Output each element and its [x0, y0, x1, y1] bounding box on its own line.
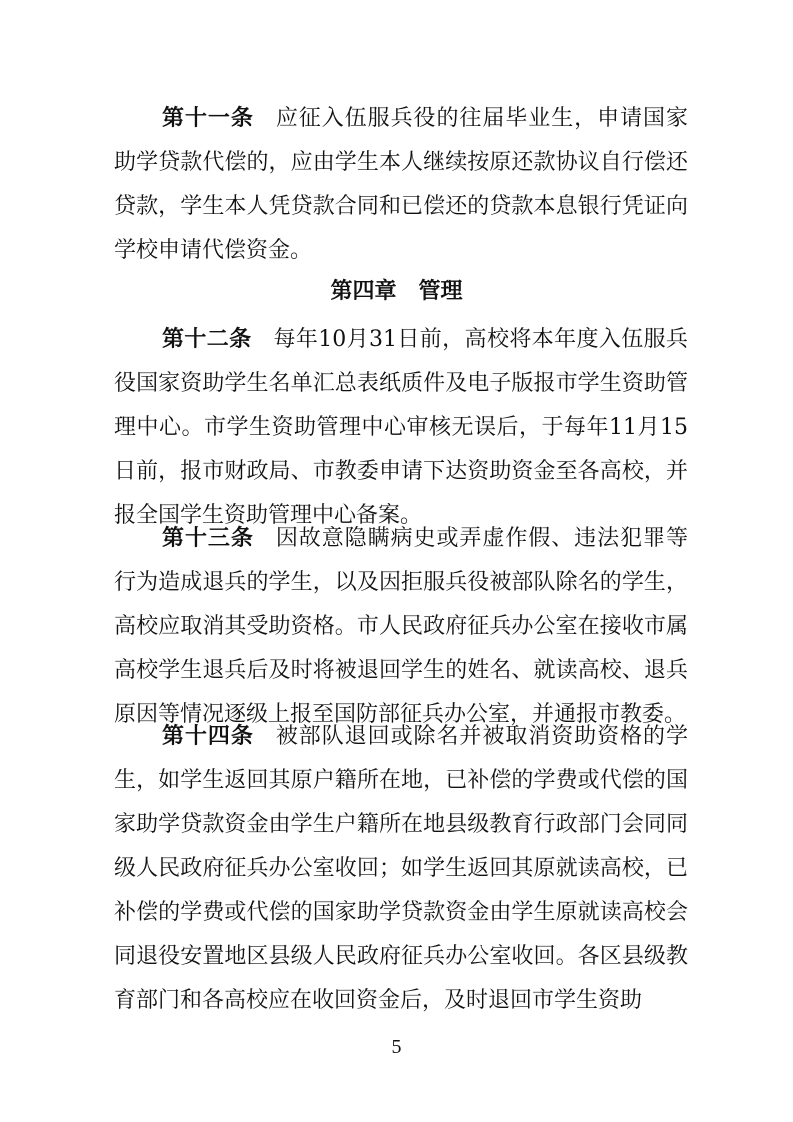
- article-12-paragraph: [114, 318, 688, 538]
- chapter-heading: 第四章 管理: [330, 279, 463, 304]
- article-13-lead: 第十三条: [162, 526, 254, 551]
- article-11-lead: 第十一条: [162, 106, 254, 131]
- article-11-text: 应征入伍服兵役的往届毕业生，申请国家助学贷款代偿的，应由学生本人继续按原还款协议自行偿还贷款，学生本人凭贷款合同和已偿还的贷款本息银行凭证向学校申请代偿资金。: [114, 106, 688, 263]
- article-14-lead: 第十四条: [162, 724, 254, 749]
- article-13-text: 因故意隐瞒病史或弄虚作假、违法犯罪等行为造成退兵的学生，以及因拒服兵役被部队除名的学生，高校应取消其受助资格。市人民政府征兵办公室在接收市属高校学生退兵后及时将被退回学生的姓名、就读高校、退兵原因等情况逐级上报至国防部征兵办公室，并通报市教委。: [114, 526, 688, 727]
- article-11-paragraph: [114, 97, 688, 273]
- page-number: 5: [391, 1036, 402, 1058]
- article-13-paragraph: [114, 517, 688, 737]
- article-12-text: 每年10月31日前，高校将本年度入伍服兵役国家资助学生名单汇总表纸质件及电子版报市学生资助管理中心。市学生资助管理中心审核无误后，于每年11月15日前，报市财政局、市教委申请下达资助资金至各高校，并报全国学生资助管理中心备案。: [114, 327, 688, 528]
- article-14-paragraph: [114, 715, 688, 1023]
- article-12-lead: 第十二条: [162, 327, 252, 352]
- article-14-text: 被部队退回或除名并被取消资助资格的学生，如学生返回其原户籍所在地，已补偿的学费或代偿的国家助学贷款资金由学生户籍所在地县级教育行政部门会同同级人民政府征兵办公室收回；如学生返回其原就读高校，已补偿的学费或代偿的国家助学贷款资金由学生原就读高校会同退役安置地区县级人民政府征兵办公室收回。各区县级教育部门和各高校应在收回资金后，及时退回市学生资助: [114, 724, 688, 1013]
